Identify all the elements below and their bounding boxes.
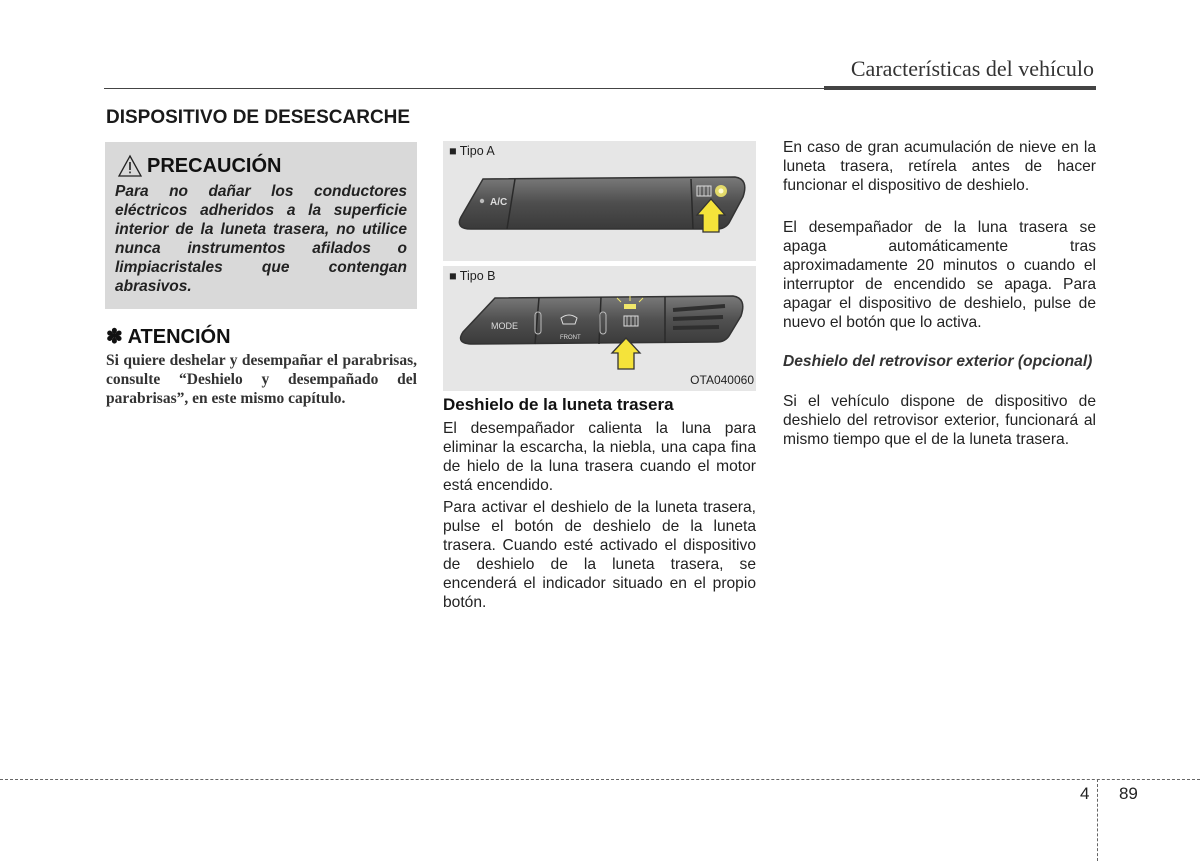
figure-type-a-label: ■ Tipo A xyxy=(449,144,495,158)
auto-off-paragraph: El desempañador de la luna trasera se apaga automáticamente tras aproximadamente 20 minutos o cuando el interruptor de encendido se apaga. Para apagar el dispositivo de deshielo, pulse de nuevo el botón que lo activa. xyxy=(783,219,1096,331)
page-number-value: 89 xyxy=(1118,784,1138,803)
control-panel-a-illustration xyxy=(443,141,756,261)
figure-type-a xyxy=(443,141,756,261)
chapter-number: 4 xyxy=(1080,784,1090,803)
ac-indicator-icon xyxy=(480,199,484,203)
page-number xyxy=(1080,784,1138,804)
warning-triangle-icon xyxy=(117,154,143,178)
front-button-label: FRONT xyxy=(560,335,581,341)
caution-heading xyxy=(117,154,281,178)
footer-rule xyxy=(0,779,1200,780)
caution-title: PRECAUCIÓN xyxy=(147,154,282,177)
figure-type-b xyxy=(443,266,756,391)
rear-defrost-paragraph-2: Para activar el deshielo de la luneta trasera, pulse el botón de deshielo de la luneta trasera. Cuando esté activado el dispositivo de deshielo de la luneta trasera, se encenderá el indicador situado en el propio botón. xyxy=(443,499,756,611)
header-rule-accent xyxy=(824,86,1096,90)
mirror-defrost-paragraph: Si el vehículo dispone de dispositivo de deshielo del retrovisor exterior, funcionará al mismo tiempo que el de la luneta trasera. xyxy=(783,393,1096,448)
figure-type-b-label: ■ Tipo B xyxy=(449,269,496,283)
note-title: ✽ ATENCIÓN xyxy=(106,326,231,348)
indicator-glow-icon-b xyxy=(624,304,636,309)
ac-button-label: A/C xyxy=(490,197,508,208)
caution-text: Para no dañar los conductores eléctricos adheridos a la superficie interior de la luneta trasera, no utilice nunca instrumentos afilados o limpiacristales que contengan abrasivos. xyxy=(115,183,407,295)
section-title: DISPOSITIVO DE DESESCARCHE xyxy=(106,107,411,128)
snow-paragraph: En caso de gran acumulación de nieve en la luneta trasera, retírela antes de hacer funcionar el dispositivo de deshielo. xyxy=(783,139,1096,194)
mirror-defrost-subtitle: Deshielo del retrovisor exterior (opcional) xyxy=(783,353,1093,370)
figure-code: OTA040060 xyxy=(690,373,754,387)
chapter-header-title: Características del vehículo xyxy=(850,56,1094,81)
rear-defrost-subtitle: Deshielo de la luneta trasera xyxy=(443,395,674,414)
mode-button-label: MODE xyxy=(491,321,518,331)
caution-box xyxy=(105,142,417,309)
note-text: Si quiere deshelar y desempañar el parabrisas, consulte “Deshielo y desempañado del parabrisas”, en este mismo capítulo. xyxy=(106,352,417,407)
rear-defrost-paragraph-1: El desempañador calienta la luna para eliminar la escarcha, la niebla, una capa fina de hielo de la luna trasera cuando el motor está encendido. xyxy=(443,420,756,494)
